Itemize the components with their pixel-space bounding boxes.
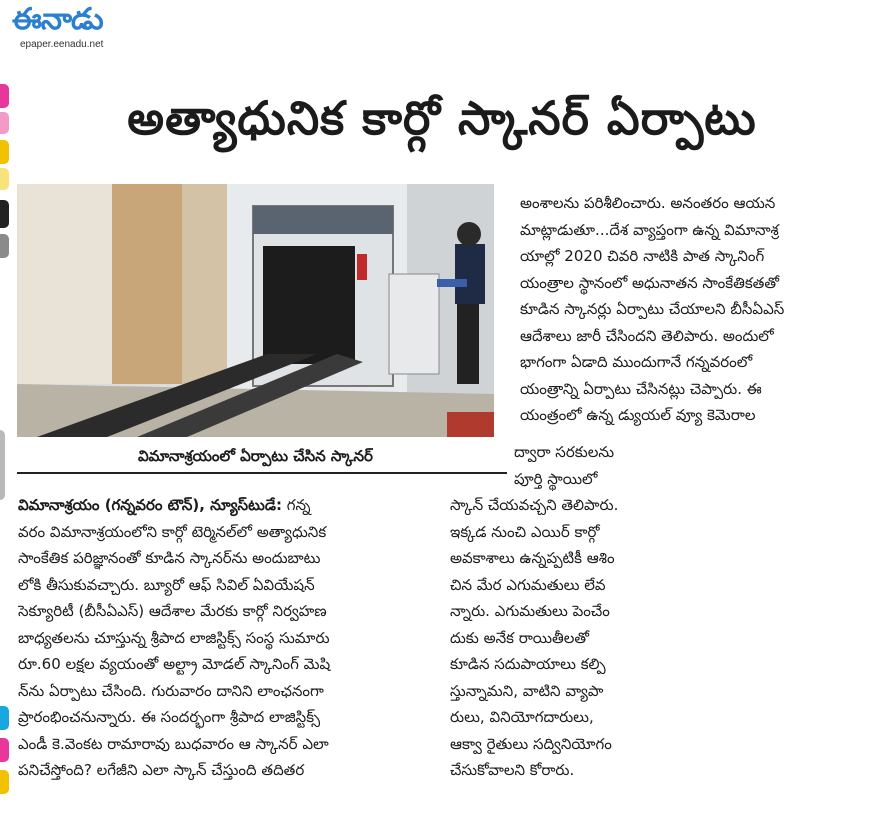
- article-line: భాగంగా ఏడాది ముందుగానే గన్నవరంలో: [520, 353, 753, 371]
- article-line: రూ.60 లక్షల వ్యయంతో అల్ట్రా మోడల్‌ స్కానింగ్‌ మెషి: [18, 655, 331, 673]
- article-right-column-narrow: [514, 439, 694, 492]
- scanner-photo: [17, 184, 494, 437]
- article-line: స్తున్నామని, వాటిని వ్యాపా: [450, 681, 604, 700]
- registration-mark-black: [0, 200, 9, 228]
- article-line: రులు, వినియోగదారులు,: [450, 708, 594, 726]
- eenadu-logo: ఈనాడు: [12, 2, 103, 37]
- article-line: చేసుకోవాలని కోరారు.: [450, 761, 575, 779]
- article-line: ప్రారంభించనున్నారు. ఈ సందర్భంగా శ్రీపాద లాజిస్టిక్స్‌: [18, 708, 321, 726]
- article-line: ఎండీ కె.వెంకట రామారావు బుధవారం ఆ స్కానర్‌ ఎలా: [18, 734, 329, 753]
- article-line: యంత్రంలో ఉన్న డ్యుయల్‌ వ్యూ కెమెరాల: [520, 406, 756, 424]
- article-line: అంశాలను పరిశీలించారు. అనంతరం ఆయన: [520, 194, 776, 212]
- article-line: చిన మేర ఎగుమతులు లేవ: [450, 575, 606, 594]
- article-text: గన్న: [286, 496, 311, 514]
- registration-mark-gray: [0, 234, 9, 258]
- article-line: మాట్లాడుతూ...దేశ వ్యాప్తంగా ఉన్న విమానాశ్ర: [520, 220, 779, 239]
- registration-mark-lightyellow: [0, 168, 9, 190]
- article-line: ఆదేశాలు జారీ చేసిందని తెలిపారు. అందులో: [520, 326, 774, 345]
- article-line: యాల్లో 2020 చివరి నాటికి పాత స్కానింగ్‌: [520, 247, 765, 265]
- article-line: ఆక్వా రైతులు సద్వినియోగం: [450, 734, 612, 753]
- registration-mark-yellow-bottom: [0, 770, 9, 794]
- masthead: [12, 2, 152, 52]
- article-line: కూడిన సదుపాయాలు కల్పి: [450, 655, 606, 673]
- article-line: ఇక్కడ నుంచి ఎయిర్‌ కార్గో: [450, 522, 600, 541]
- article-line: కూడిన స్కానర్లు ఏర్పాటు చేయాలని బీసీఏఎస్‌: [520, 300, 785, 318]
- dateline: విమానాశ్రయం (గన్నవరం టౌన్‌), న్యూస్‌టుడే:: [18, 496, 282, 514]
- article-line: పనిచేస్తోంది? లగేజీని ఎలా స్కాన్‌ చేస్తుంది తదితర: [18, 761, 305, 779]
- registration-mark-magenta-bottom: [0, 738, 9, 762]
- caption-divider: [17, 472, 507, 474]
- article-line: సెక్యూరిటీ (బీసీఏఎస్‌) ఆదేశాల మేరకు కార్గో నిర్వహణ: [18, 602, 327, 620]
- article-middle-column: [450, 492, 674, 784]
- article-left-column: [18, 492, 441, 784]
- article-line: ద్వారా సరకులను: [514, 443, 615, 461]
- registration-mark-gray-mid: [0, 430, 5, 500]
- article-right-column: [520, 190, 872, 429]
- article-line: న్‌ను ఏర్పాటు చేసింది. గురువారం దానిని లాంఛనంగా: [18, 681, 324, 700]
- registration-mark-cyan: [0, 706, 9, 730]
- article-line: లోకి తీసుకువచ్చారు. బ్యూరో ఆఫ్‌ సివిల్‌ ఏవియేషన్‌: [18, 575, 315, 594]
- article-line: అవకాశాలు ఉన్నప్పటికీ ఆశిం: [450, 549, 615, 567]
- scanner-photo-illustration: [17, 184, 494, 437]
- registration-mark-pink: [0, 112, 9, 134]
- epaper-url: epaper.eenadu.net: [20, 39, 104, 50]
- article-line: సాంకేతిక పరిజ్ఞానంతో కూడిన స్కానర్‌ను అందుబాటు: [18, 549, 321, 567]
- article-first-line: [18, 492, 441, 519]
- article-line: యంత్రాల స్థానంలో అధునాతన సాంకేతికతతో: [520, 273, 779, 292]
- article-line: యంత్రాన్ని ఏర్పాటు చేసినట్లు చెప్పారు. ఈ: [520, 379, 762, 398]
- article-line: న్నారు. ఎగుమతులు పెంచేం: [450, 602, 610, 620]
- article-line: వరం విమానాశ్రయంలోని కార్గో టెర్మినల్‌లో అత్యాధునిక: [18, 522, 327, 541]
- registration-mark-yellow: [0, 140, 9, 164]
- article-line: దుకు అనేక రాయితీలతో: [450, 628, 590, 647]
- headline: అత్యాధునిక కార్గో స్కానర్‌ ఏర్పాటు: [127, 91, 757, 145]
- article-line: పూర్తి స్థాయిలో: [514, 469, 598, 488]
- article-line: స్కాన్‌ చేయవచ్చని తెలిపారు.: [450, 496, 619, 514]
- photo-caption: విమానాశ్రయంలో ఏర్పాటు చేసిన స్కానర్‌: [138, 447, 373, 465]
- registration-mark-magenta: [0, 84, 9, 108]
- article-line: బాధ్యతలను చూస్తున్న శ్రీపాద లాజిస్టిక్స్‌ సంస్థ సుమారు: [18, 628, 330, 647]
